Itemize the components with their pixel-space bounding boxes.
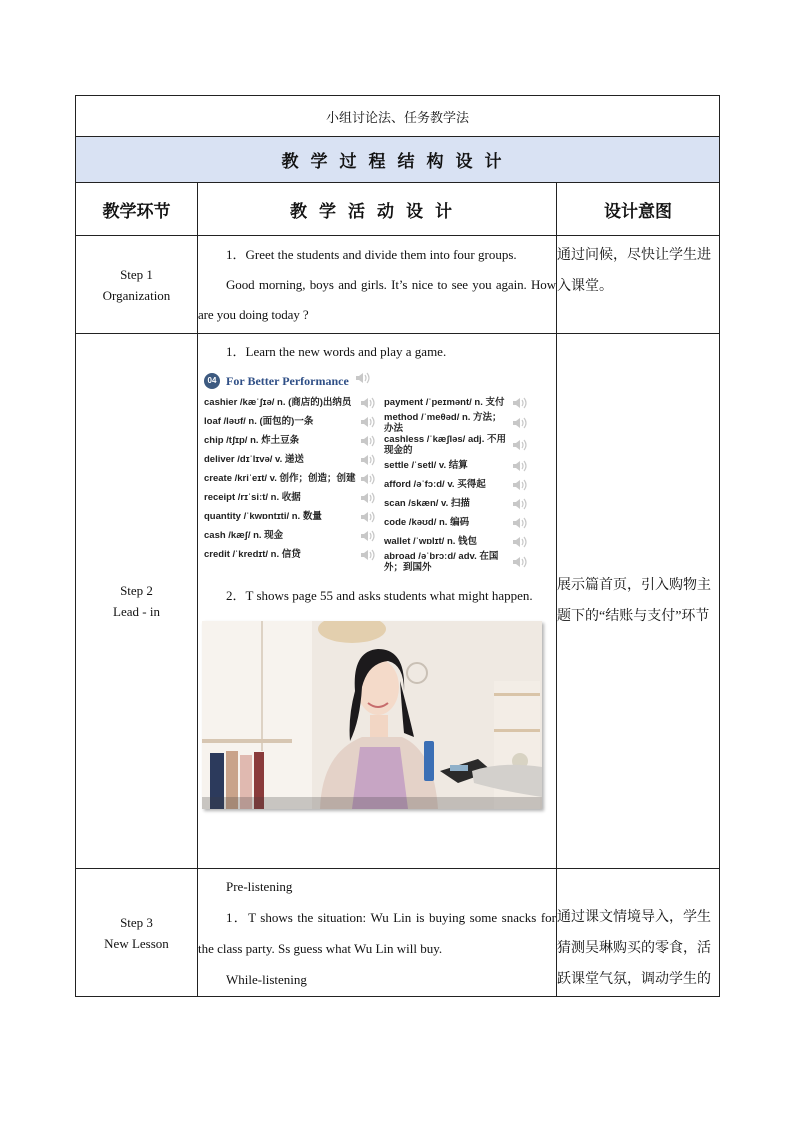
vocab-word: code /kəʊd/ n. 编码 [384,517,470,528]
vocab-item [380,494,532,513]
vocab-header [204,371,532,391]
vocab-word: create /kriˈeɪt/ v. 创作；创造；创建 [204,473,356,484]
vocab-item [200,469,380,488]
lesson-plan-table [75,95,720,997]
vocab-item [380,456,532,475]
vocab-item [380,513,532,532]
step2-label [76,334,198,869]
teaching-methods: 小组讨论法、任务教学法 [76,96,720,137]
speaker-icon[interactable] [512,438,528,452]
vocab-word: deliver /dɪˈlɪvə/ v. 递送 [204,454,304,465]
speaker-icon[interactable] [512,459,528,473]
vocab-title: For Better Performance [226,374,349,388]
header-activity: 教学活动设计 [198,183,557,236]
vocab-word: abroad /əˈbrɔːd/ adv. 在国外；到国外 [384,551,499,573]
vocab-grid [200,393,532,573]
speaker-icon[interactable] [360,415,376,429]
vocab-word: payment /ˈpeɪmənt/ n. 支付 [384,397,505,408]
vocab-item [200,545,380,564]
vocab-badge: 04 [204,373,220,389]
vocab-right-column [380,393,532,573]
vocab-word: receipt /rɪˈsiːt/ n. 收据 [204,492,301,503]
step2-sub: Lead - in [113,604,160,619]
cashier-photo [202,621,542,809]
payment-scene-illustration [202,621,542,809]
vocab-word: loaf /ləʊf/ n. (面包的)一条 [204,416,314,427]
section-banner: 教学过程结构设计 [76,137,720,183]
step3-para-3: While-listening [226,972,307,987]
header-stage: 教学环节 [76,183,198,236]
speaker-icon[interactable] [360,491,376,505]
vocab-item [380,532,532,551]
vocab-word: settle /ˈsetl/ v. 结算 [384,460,468,471]
vocab-item [380,551,532,573]
speaker-icon[interactable] [512,535,528,549]
vocab-item [200,526,380,545]
speaker-icon[interactable] [355,366,371,396]
vocab-word: wallet /ˈwɒlɪt/ n. 钱包 [384,536,478,547]
speaker-icon[interactable] [512,555,528,569]
speaker-icon[interactable] [512,416,528,430]
step1-sub: Organization [102,287,171,303]
step3-para-1: Pre-listening [226,879,293,894]
step2-activity [198,334,557,869]
speaker-icon[interactable] [360,434,376,448]
step2-para-2: 2．T shows page 55 and asks students what might happen. [226,588,533,603]
step3-activity [198,869,557,997]
step1-label [76,236,198,334]
step3-label [76,869,198,997]
vocab-item [380,393,532,412]
speaker-icon[interactable] [360,453,376,467]
vocab-item [380,434,532,456]
vocabulary-card [200,371,532,573]
step3-sub: New Lesson [104,935,169,951]
vocab-item [380,412,532,434]
step1-activity [198,236,557,334]
speaker-icon[interactable] [512,516,528,530]
vocab-item [380,475,532,494]
vocab-word: cashless /ˈkæʃləs/ adj. 不用现金的 [384,434,506,456]
vocab-item [200,507,380,526]
step2-intent: 展示篇首页，引入购物主题下的“结账与支付”环节 [557,334,720,869]
step1-intent: 通过问候，尽快让学生进入课堂。 [557,236,720,334]
step3-para-2: 1．T shows the situation: Wu Lin is buying some snacks for the class party. Ss guess what Wu Lin will buy. [198,910,556,956]
step3-name: Step 3 [120,914,153,930]
step2-name: Step 2 [120,583,153,598]
speaker-icon[interactable] [360,510,376,524]
vocab-word: quantity /ˈkwɒntɪti/ n. 数量 [204,511,322,522]
vocab-word: afford /əˈfɔːd/ v. 买得起 [384,479,486,490]
speaker-icon[interactable] [512,478,528,492]
vocab-word: chip /tʃɪp/ n. 炸土豆条 [204,435,300,446]
vocab-item [200,431,380,450]
vocab-word: cash /kæʃ/ n. 现金 [204,530,284,541]
vocab-left-column [200,393,380,573]
vocab-word: cashier /kæˈʃɪə/ n. (商店的)出纳员 [204,397,352,408]
speaker-icon[interactable] [512,497,528,511]
step2-para-1: 1．Learn the new words and play a game. [226,344,447,359]
speaker-icon[interactable] [360,472,376,486]
speaker-icon[interactable] [360,396,376,410]
step1-name: Step 1 [120,266,153,282]
header-intent: 设计意图 [557,183,720,236]
step1-para-1: 1．Greet the students and divide them into four groups. [226,247,517,262]
step3-intent: 通过课文情境导入，学生猜测吴琳购买的零食，活跃课堂气氛，调动学生的 [557,869,720,997]
speaker-icon[interactable] [512,396,528,410]
vocab-item [200,450,380,469]
vocab-item [200,393,380,412]
vocab-item [200,488,380,507]
speaker-icon[interactable] [360,548,376,562]
vocab-word: method /ˈmeθəd/ n. 方法；办法 [384,412,502,434]
speaker-icon[interactable] [360,529,376,543]
vocab-item [200,412,380,431]
vocab-word: credit /ˈkredɪt/ n. 信贷 [204,549,301,560]
step1-para-2: Good morning, boys and girls. It’s nice to see you again. How are you doing today ? [198,277,556,322]
vocab-word: scan /skæn/ v. 扫描 [384,498,470,509]
